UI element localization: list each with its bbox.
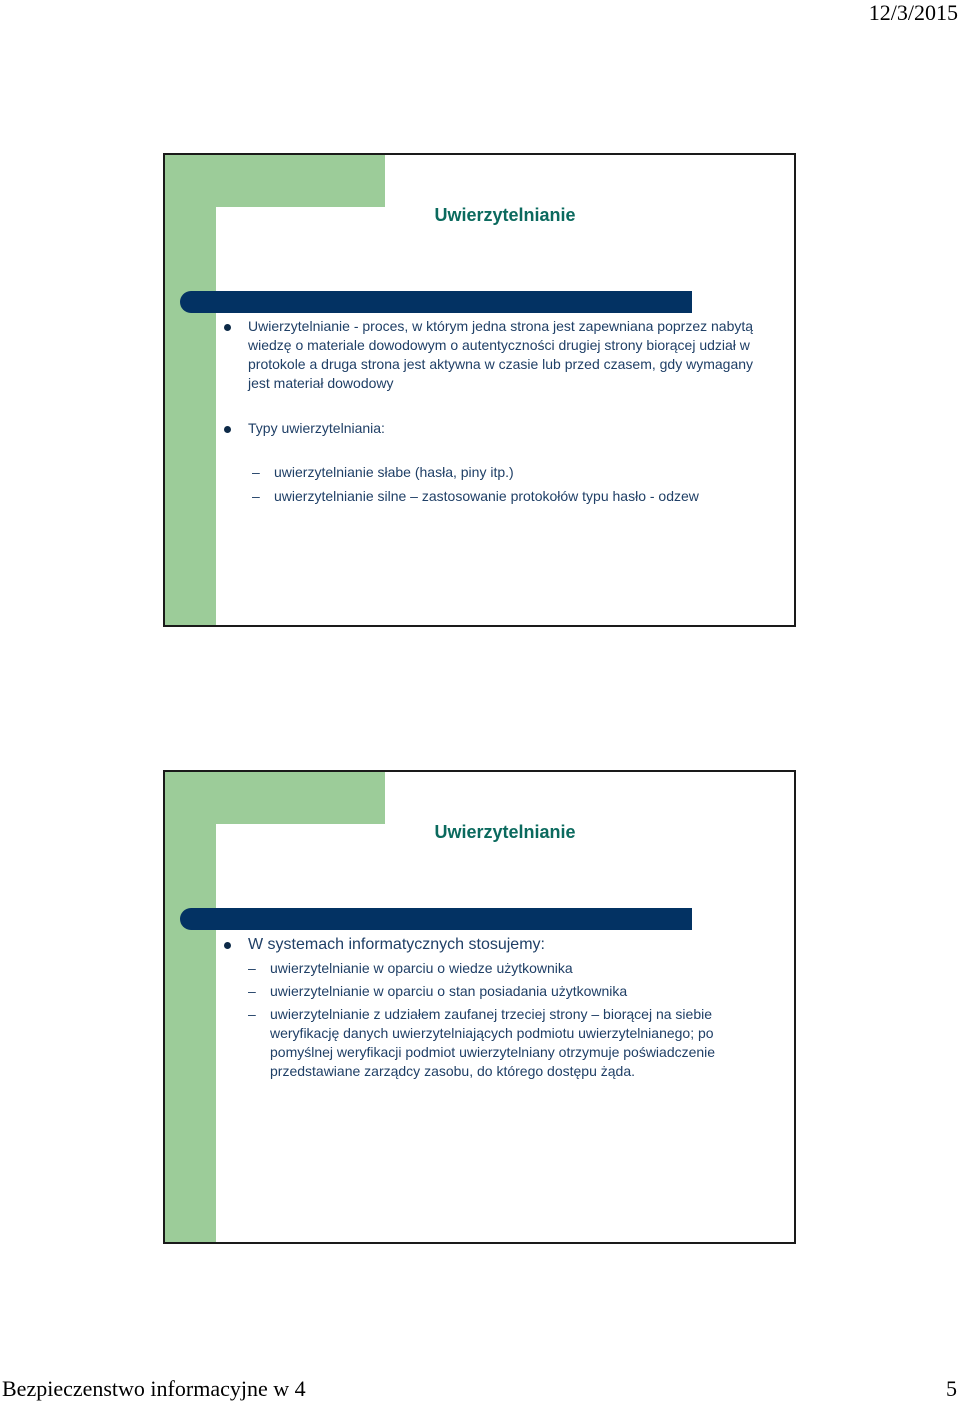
sub-item-text: uwierzytelnianie w oparciu o stan posiadania użytkownika xyxy=(270,983,628,999)
bullet-dot-icon xyxy=(224,324,231,331)
dash-icon: – xyxy=(248,983,256,999)
slide-1 xyxy=(163,153,796,627)
dash-icon: – xyxy=(248,960,256,976)
sub-item-text: uwierzytelnianie w oparciu o wiedze użytkownika xyxy=(270,960,573,976)
sub-item xyxy=(220,463,776,482)
bullet-text: W systemach informatycznych stosujemy: xyxy=(248,936,545,953)
page-number: 5 xyxy=(946,1376,957,1401)
sub-item xyxy=(220,982,776,1001)
green-top-block xyxy=(165,155,385,207)
dash-icon: – xyxy=(248,1006,256,1022)
bullet-text: Typy uwierzytelniania: xyxy=(248,420,385,436)
slide-content xyxy=(220,935,776,1081)
dash-icon: – xyxy=(252,488,260,504)
sub-item xyxy=(220,487,776,506)
green-side-bar xyxy=(165,772,216,1242)
title-underline-bar xyxy=(180,908,692,930)
slide-title: Uwierzytelnianie xyxy=(434,205,576,225)
page-date: 12/3/2015 xyxy=(868,0,958,25)
green-top-block xyxy=(165,772,385,824)
sub-item-text: uwierzytelnianie z udziałem zaufanej trzeciej strony – biorącej na siebie weryfikację danych uwierzytelniających podmiotu uwierzytelnianego; po pomyślnej weryfikacji podmiot uwierzytelniany otrzymuje poświadczenie przedstawiane zarządcy zasobu, do którego dostępu żąda. xyxy=(270,1006,716,1079)
bullet-dot-icon xyxy=(224,426,231,433)
footer-title: Bezpieczenstwo informacyjne w 4 xyxy=(2,1376,306,1401)
slide-title: Uwierzytelnianie xyxy=(434,822,576,842)
bullet-item xyxy=(220,317,776,393)
sub-item xyxy=(220,959,776,978)
dash-icon: – xyxy=(252,464,260,480)
sub-list xyxy=(220,463,776,506)
green-side-bar xyxy=(165,155,216,625)
slide-2 xyxy=(163,770,796,1244)
title-underline-bar xyxy=(180,291,692,313)
sub-item-text: uwierzytelnianie słabe (hasła, piny itp.) xyxy=(274,464,514,480)
bullet-dot-icon xyxy=(224,942,231,949)
sub-item xyxy=(220,1005,776,1081)
bullet-item xyxy=(220,935,776,955)
bullet-text: Uwierzytelnianie - proces, w którym jedna strona jest zapewniana poprzez nabytą wiedzę o materiale dowodowym o autentyczności drugiej strony biorącej udział w protokole a druga strona jest aktywna w czasie lub przed czasem, gdy wymagany jest materiał dowodowy xyxy=(248,318,754,391)
bullet-item xyxy=(220,419,776,438)
sub-item-text: uwierzytelnianie silne – zastosowanie protokołów typu hasło - odzew xyxy=(274,488,699,504)
slide-content xyxy=(220,317,776,511)
